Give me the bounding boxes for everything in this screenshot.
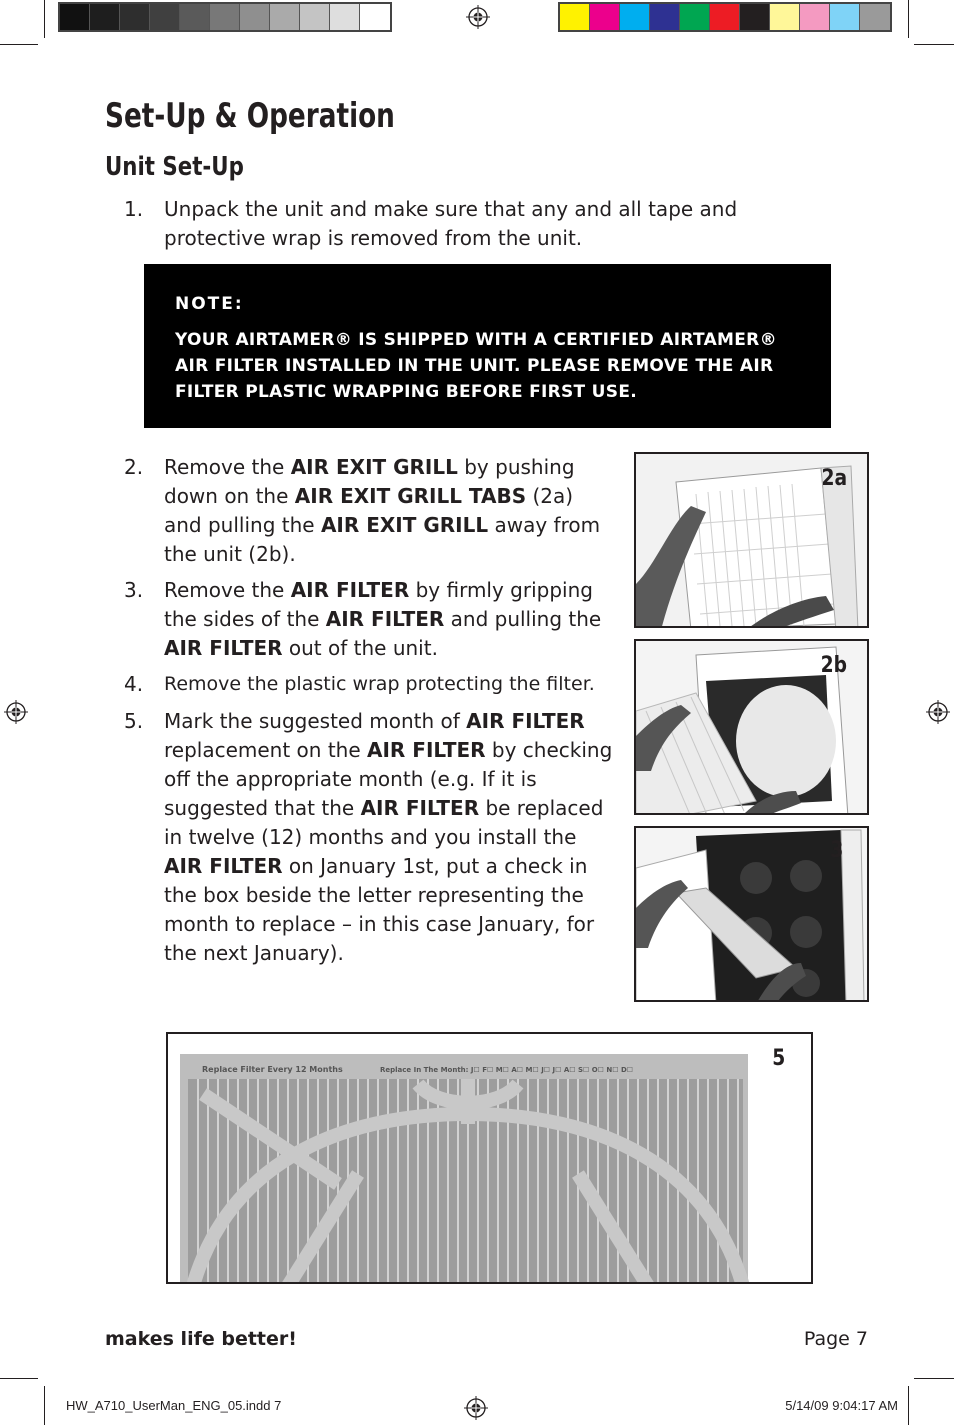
color-swatch-bar bbox=[558, 2, 892, 32]
note-title: NOTE: bbox=[175, 294, 244, 314]
step-number: 5. bbox=[124, 709, 144, 733]
text-run: and pulling the bbox=[444, 607, 602, 631]
text-run: away from the unit (2b). bbox=[164, 513, 601, 566]
section-heading: Unit Set-Up bbox=[105, 152, 244, 182]
color-swatch bbox=[800, 4, 830, 30]
bold-term: AIR FILTER bbox=[325, 607, 445, 631]
registration-mark-icon bbox=[464, 1396, 488, 1420]
color-swatch bbox=[560, 4, 590, 30]
step-text: Unpack the unit and make sure that any and all tape and protective wrap is removed from the unit. bbox=[164, 197, 738, 250]
slug-filename: HW_A710_UserMan_ENG_05.indd 7 bbox=[66, 1398, 282, 1413]
filter-label-right: Replace In The Month: J☐ F☐ M☐ A☐ M☐ J☐ J☐ A☐ S☐ O☐ N☐ D☐ bbox=[380, 1066, 634, 1074]
color-swatch bbox=[120, 4, 150, 30]
bold-term: AIR FILTER bbox=[360, 796, 480, 820]
crop-mark bbox=[0, 1378, 38, 1379]
step-number: 4. bbox=[124, 672, 144, 696]
figure-2b bbox=[634, 639, 869, 815]
note-body: YOUR AIRTAMER® IS SHIPPED WITH A CERTIFIED AIRTAMER® AIR FILTER INSTALLED IN THE UNIT. PLEASE REMOVE THE AIR FILTER PLASTIC WRAPPING BEFORE FIRST USE. bbox=[175, 330, 777, 402]
page-number: Page 7 bbox=[803, 1328, 868, 1350]
step-text bbox=[164, 453, 604, 569]
color-swatch bbox=[620, 4, 650, 30]
color-swatch bbox=[650, 4, 680, 30]
color-swatch bbox=[180, 4, 210, 30]
color-swatch bbox=[830, 4, 860, 30]
bold-term: AIR FILTER bbox=[367, 738, 486, 762]
figure-3 bbox=[634, 826, 869, 1002]
figure-5 bbox=[166, 1032, 813, 1284]
figure-label: 5 bbox=[771, 1046, 785, 1071]
bold-term: AIR FILTER bbox=[466, 709, 585, 733]
crop-mark bbox=[44, 1386, 45, 1425]
step-text bbox=[164, 576, 604, 663]
text-run: Remove the bbox=[164, 455, 291, 479]
note-box bbox=[144, 264, 831, 428]
color-swatch bbox=[590, 4, 620, 30]
text-run: by checking off the appropriate month (e.g. If it is suggested that the bbox=[164, 738, 613, 820]
color-swatch bbox=[710, 4, 740, 30]
step-number: 1. bbox=[124, 197, 144, 221]
bold-term: AIR EXIT GRILL bbox=[320, 513, 489, 537]
registration-mark-icon bbox=[4, 700, 28, 724]
text-run: (2a) and pulling the bbox=[164, 484, 574, 537]
color-swatch bbox=[300, 4, 330, 30]
color-swatch bbox=[210, 4, 240, 30]
text-run: replacement on the bbox=[164, 738, 368, 762]
crop-mark bbox=[0, 44, 38, 45]
step-number: 3. bbox=[124, 578, 144, 602]
step-number: 2. bbox=[124, 455, 144, 479]
text-run: by firmly gripping the sides of the bbox=[164, 578, 593, 631]
color-swatch bbox=[360, 4, 390, 30]
color-swatch bbox=[60, 4, 90, 30]
bold-term: AIR FILTER bbox=[164, 854, 283, 878]
text-run: out of the unit. bbox=[282, 636, 438, 660]
figure-label: 3 bbox=[829, 838, 843, 863]
crop-mark bbox=[914, 1378, 954, 1379]
text-run: by pushing down on the bbox=[164, 455, 575, 508]
color-swatch bbox=[680, 4, 710, 30]
crop-mark bbox=[908, 1386, 909, 1425]
color-swatch bbox=[240, 4, 270, 30]
color-swatch bbox=[770, 4, 800, 30]
registration-mark-icon bbox=[926, 700, 950, 724]
filter-label-photo bbox=[168, 1034, 813, 1284]
registration-mark-icon bbox=[466, 5, 490, 29]
color-swatch bbox=[270, 4, 300, 30]
slug-timestamp: 5/14/09 9:04:17 AM bbox=[785, 1398, 898, 1413]
color-swatch bbox=[860, 4, 890, 30]
footer-tagline: makes life better! bbox=[105, 1328, 297, 1350]
crop-mark bbox=[44, 0, 45, 38]
step-text: Remove the plastic wrap protecting the filter. bbox=[164, 673, 595, 695]
step-text bbox=[164, 707, 616, 968]
crop-mark bbox=[914, 44, 954, 45]
text-run: Remove the bbox=[164, 578, 291, 602]
color-swatch bbox=[740, 4, 770, 30]
crop-mark bbox=[908, 0, 909, 38]
text-run: Mark the suggested month of bbox=[164, 709, 467, 733]
page-title: Set-Up & Operation bbox=[105, 96, 395, 136]
filter-label-left: Replace Filter Every 12 Months bbox=[202, 1065, 343, 1074]
bold-term: AIR FILTER bbox=[164, 636, 283, 660]
gray-swatch-bar bbox=[58, 2, 392, 32]
figure-2a bbox=[634, 452, 869, 628]
color-swatch bbox=[150, 4, 180, 30]
bold-term: AIR EXIT GRILL bbox=[290, 455, 458, 479]
bold-term: AIR EXIT GRILL TABS bbox=[294, 484, 527, 508]
figure-label: 2a bbox=[821, 466, 847, 491]
text-run: on January 1st, put a check in the box beside the letter representing the month to replace – in this case January, for the next January). bbox=[164, 854, 595, 965]
figure-label: 2b bbox=[820, 653, 847, 678]
bold-term: AIR FILTER bbox=[290, 578, 410, 602]
color-swatch bbox=[90, 4, 120, 30]
text-run: be replaced in twelve (12) months and you install the bbox=[164, 796, 604, 849]
color-swatch bbox=[330, 4, 360, 30]
